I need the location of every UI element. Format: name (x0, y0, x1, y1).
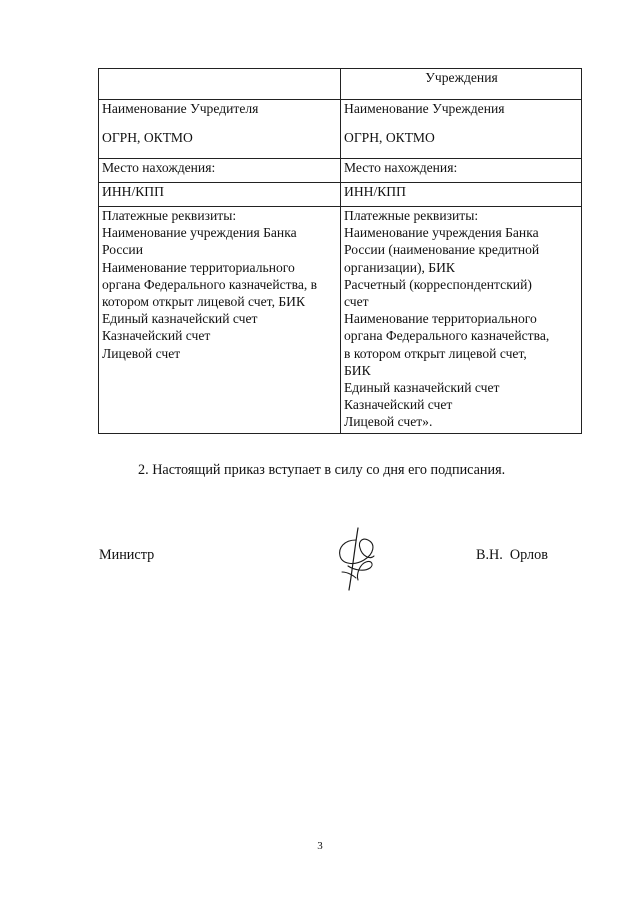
payment-line: России (наименование кредитной (344, 242, 540, 258)
institution-payment-cell (341, 207, 582, 434)
header-label-institution: Учреждения (425, 70, 498, 85)
institution-address-label: Место нахождения: (344, 160, 458, 175)
founder-inn-label: ИНН/КПП (102, 184, 164, 199)
payment-line: в котором открыт лицевой счет, (344, 345, 527, 361)
payment-line: Платежные реквизиты: (102, 208, 237, 223)
founder-address-cell (99, 159, 341, 183)
page-number: 3 (317, 840, 323, 852)
institution-address-cell (341, 159, 582, 183)
founder-name-cell (99, 100, 341, 159)
table-row (99, 159, 582, 183)
payment-line: Единый казначейский счет (344, 380, 500, 396)
founder-name-label: Наименование Учредителя (102, 101, 259, 116)
table-row (99, 183, 582, 207)
payment-line: Наименование учреждения Банка (102, 225, 297, 241)
payment-line: органа Федерального казначейства, в (102, 276, 318, 292)
payment-line: Казначейский счет (102, 328, 211, 344)
payment-line: организации), БИК (344, 259, 455, 275)
payment-line: котором открыт лицевой счет, БИК (102, 294, 306, 310)
header-cell-right (341, 69, 582, 100)
signatory-position: Министр (99, 547, 155, 563)
table-header-row (99, 69, 582, 100)
payment-line: Лицевой счет». (344, 414, 433, 430)
payment-line: Платежные реквизиты: (344, 208, 479, 223)
handwritten-signature-icon (334, 526, 380, 592)
requisites-table (98, 68, 582, 434)
payment-line: органа Федерального казначейства, (344, 328, 550, 344)
institution-inn-cell (341, 183, 582, 207)
founder-ogrn-label: ОГРН, ОКТМО (102, 130, 193, 146)
payment-line: счет (344, 294, 369, 310)
signatory-name: В.Н. Орлов (476, 547, 548, 563)
payment-line: Казначейский счет (344, 397, 453, 413)
founder-inn-cell (99, 183, 341, 207)
header-cell-left (99, 69, 341, 100)
table-row (99, 207, 582, 434)
payment-line: Лицевой счет (102, 345, 181, 361)
institution-name-label: Наименование Учреждения (344, 101, 505, 116)
founder-address-label: Место нахождения: (102, 160, 216, 175)
institution-ogrn-label: ОГРН, ОКТМО (344, 130, 435, 146)
payment-line: Наименование учреждения Банка (344, 225, 539, 241)
payment-line: России (102, 242, 143, 258)
institution-inn-label: ИНН/КПП (344, 184, 406, 199)
effective-date-paragraph: 2. Настоящий приказ вступает в силу со дня его подписания. (138, 462, 506, 478)
payment-line: БИК (344, 362, 371, 378)
founder-payment-cell (99, 207, 341, 434)
institution-name-cell (341, 100, 582, 159)
payment-line: Наименование территориального (102, 259, 295, 275)
payment-line: Единый казначейский счет (102, 311, 258, 327)
payment-line: Расчетный (корреспондентский) (344, 276, 532, 292)
table-row (99, 100, 582, 159)
payment-line: Наименование территориального (344, 311, 537, 327)
